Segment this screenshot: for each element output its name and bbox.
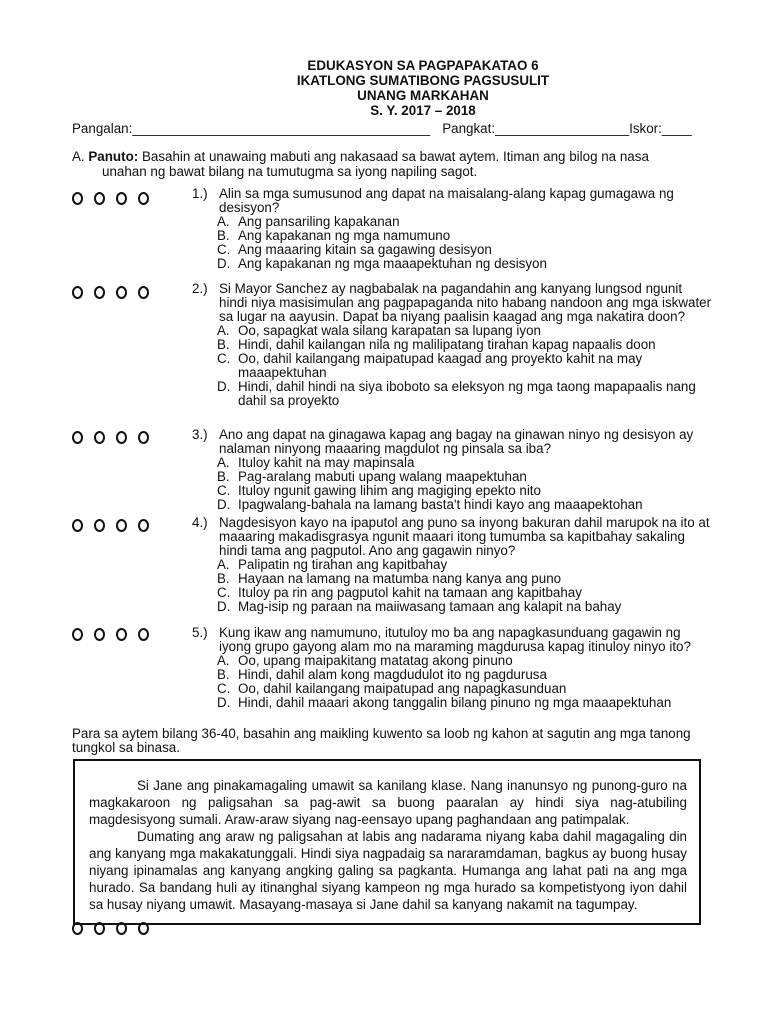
answer-bubble-d[interactable] [138, 192, 149, 205]
option-text: Hindi, dahil maaari akong tanggalin bilang pinuno ng mga maaapektuhan [238, 695, 672, 710]
question-stem: Kung ikaw ang namumuno, itutuloy mo ba ang napagkasunduang gagawin ng iyong grupo gayong alam mo na maraming magdurusa kapag itinuloy ninyo ito? [219, 625, 691, 654]
exam-header [0, 58, 768, 118]
story-box [73, 759, 701, 925]
answer-bubble-a[interactable] [72, 922, 83, 935]
option-text: Oo, dahil kailangang maipatupad ang napagkasunduan [238, 681, 567, 696]
option-letter: D. [217, 599, 231, 614]
option-letter: D. [217, 256, 231, 271]
instructions-text-continued: unahan ng bawat bilang na tumutugma sa iyong napiling sagot. [102, 164, 478, 179]
option-letter: C. [217, 242, 231, 257]
answer-bubble-a[interactable] [72, 192, 83, 205]
answer-bubble-d[interactable] [138, 431, 149, 444]
option-text: Oo, sapagkat wala silang karapatan sa lupang iyon [238, 323, 541, 338]
answer-bubbles-q1 [72, 192, 149, 205]
section-field[interactable]: __________________ [495, 121, 630, 136]
answer-bubbles-q3 [72, 431, 149, 444]
answer-bubble-c[interactable] [116, 628, 127, 641]
answer-bubble-c[interactable] [116, 286, 127, 299]
option-letter: A. [217, 455, 230, 470]
instructions-prefix: A. [72, 149, 89, 164]
question-1 [192, 187, 712, 271]
answer-bubbles-q4 [72, 519, 149, 532]
option-letter: C. [217, 351, 231, 366]
question-number: 3.) [192, 427, 208, 442]
answer-bubble-d[interactable] [138, 519, 149, 532]
question-5 [192, 626, 712, 710]
answer-bubble-b[interactable] [94, 922, 105, 935]
option-text: Ang maaaring kitain sa gagawing desisyon [238, 242, 492, 257]
exam-title: IKATLONG SUMATIBONG PAGSUSULIT [296, 73, 550, 88]
instructions [72, 149, 712, 179]
answer-bubble-b[interactable] [94, 519, 105, 532]
question-number: 2.) [192, 281, 208, 296]
answer-bubble-d[interactable] [138, 922, 149, 935]
answer-bubble-b[interactable] [94, 286, 105, 299]
question-number: 4.) [192, 515, 208, 530]
question-number: 5.) [192, 625, 208, 640]
question-3 [192, 428, 712, 512]
option-letter: B. [217, 337, 230, 352]
option-text: Ang kapakanan ng mga namumuno [238, 228, 451, 243]
option-text: Ang pansariling kapakanan [238, 214, 400, 229]
option-letter: D. [217, 497, 231, 512]
subject-title: EDUKASYON SA PAGPAPAKATAO 6 [307, 58, 539, 73]
option-letter: B. [217, 228, 230, 243]
answer-bubble-d[interactable] [138, 628, 149, 641]
option-text: Palipatin ng tirahan ang kapitbahay [238, 557, 448, 572]
option-letter: A. [217, 557, 230, 572]
answer-bubble-a[interactable] [72, 431, 83, 444]
option-letter: B. [217, 571, 230, 586]
option-text: Ituloy ngunit gawing lihim ang magiging epekto nito [238, 483, 541, 498]
question-stem: Nagdesisyon kayo na ipaputol ang puno sa inyong bakuran dahil marupok na ito at maaaring makadisgrasya ngunit maaari itong tumumba sa kapitbahay sakaling hindi tama ang pagputol. Ano ang gagawin ninyo? [219, 515, 710, 558]
school-year: S. Y. 2017 – 2018 [370, 103, 476, 118]
answer-bubble-b[interactable] [94, 628, 105, 641]
option-text: Ang kapakanan ng mga maaapektuhan ng desisyon [238, 256, 547, 271]
story-paragraph-2: Dumating ang araw ng paligsahan at labis ang nadarama niyang kaba dahil magagaling din ang kanyang mga makakatunggali. Hindi siya nagpadaig sa nararamdaman, bagkus ay buong husay niyang ipinamalas ang kanyang angking galing sa pagkanta. Humanga ang lahat pati na ang mga hurado. Sa bandang huli ay itinanghal siyang kampeon ng mga hurado sa kompetistyong iyon dahil sa husay niyang umawit. Masayang-masaya si Jane dahil sa kanyang nakamit na tagumpay. [89, 829, 687, 912]
option-text: Mag-isip ng paraan na maiiwasang tamaan ang kalapit na bahay [238, 599, 622, 614]
score-label: Iskor: [629, 121, 662, 136]
instructions-label: Panuto: [88, 149, 139, 164]
answer-bubble-c[interactable] [116, 922, 127, 935]
answer-bubble-b[interactable] [94, 431, 105, 444]
option-letter: A. [217, 323, 230, 338]
name-field[interactable]: ________________________________________ [132, 121, 431, 136]
option-text: Hayaan na lamang na matumba nang kanya ang puno [238, 571, 562, 586]
option-letter: C. [217, 483, 231, 498]
option-text: Hindi, dahil hindi na siya iboboto sa eleksyon ng mga taong mapapaalis nang dahil sa proyekto [238, 379, 696, 408]
option-letter: D. [217, 379, 231, 394]
quarter-title: UNANG MARKAHAN [357, 88, 489, 103]
answer-bubbles-q2 [72, 286, 149, 299]
answer-bubble-c[interactable] [116, 431, 127, 444]
name-label: Pangalan: [72, 121, 133, 136]
story-paragraph-1: Si Jane ang pinakamagaling umawit sa kanilang klase. Nang inanunsyo ng punong-guro na magkakaroon ng paligsahan sa pag-awit sa buong paaralan ay hindi siya nag-atubiling magdesisyong sumali. Araw-araw siyang nag-eensayo upang paghandaan ang patimpalak. [89, 778, 687, 827]
answer-bubble-a[interactable] [72, 519, 83, 532]
option-letter: C. [217, 681, 231, 696]
answer-bubble-a[interactable] [72, 286, 83, 299]
option-text: Ituloy kahit na may mapinsala [238, 455, 415, 470]
option-text: Hindi, dahil alam kong magdudulot ito ng pagdurusa [238, 667, 547, 682]
option-text: Ipagwalang-bahala na lamang basta't hindi kayo ang maaapektohan [238, 497, 643, 512]
student-info-row [72, 121, 692, 136]
answer-bubbles-q36 [72, 922, 149, 935]
option-letter: A. [217, 214, 230, 229]
question-number: 1.) [192, 186, 208, 201]
option-letter: C. [217, 585, 231, 600]
answer-bubble-d[interactable] [138, 286, 149, 299]
reading-instructions: Para sa aytem bilang 36-40, basahin ang maikling kuwento sa loob ng kahon at sagutin ang mga tanong tungkol sa binasa. [72, 726, 691, 755]
option-text: Hindi, dahil kailangan nila ng malilipatang tirahan kapag napaalis doon [238, 337, 656, 352]
option-letter: B. [217, 667, 230, 682]
score-field[interactable]: ____ [661, 121, 692, 136]
option-letter: D. [217, 695, 231, 710]
answer-bubble-c[interactable] [116, 519, 127, 532]
answer-bubble-c[interactable] [116, 192, 127, 205]
answer-bubbles-q5 [72, 628, 149, 641]
answer-bubble-a[interactable] [72, 628, 83, 641]
question-stem: Si Mayor Sanchez ay nagbabalak na pagandahin ang kanyang lungsod ngunit hindi niya masisimulan ang pagpapaganda nito habang nandoon ang mga iskwater sa lugar na aayusin. Dapat ba niyang paalisin kaagad ang mga nakatira doon? [219, 281, 712, 324]
section-label: Pangkat: [442, 121, 496, 136]
question-2 [192, 282, 712, 408]
option-letter: A. [217, 653, 230, 668]
option-letter: B. [217, 469, 230, 484]
instructions-text: Basahin at unawaing mabuti ang nakasaad sa bawat aytem. Itiman ang bilog na nasa [138, 149, 649, 164]
answer-bubble-b[interactable] [94, 192, 105, 205]
option-text: Pag-aralang mabuti upang walang maapektuhan [238, 469, 527, 484]
option-text: Oo, dahil kailangang maipatupad kaagad ang proyekto kahit na may maaapektuhan [238, 351, 643, 380]
question-stem: Ano ang dapat na ginagawa kapag ang bagay na ginawan ninyo ng desisyon ay nalaman ninyong maaaring magdulot ng pinsala sa iba? [219, 427, 694, 456]
option-text: Oo, upang maipakitang matatag akong pinuno [238, 653, 513, 668]
question-4 [192, 516, 712, 614]
question-stem: Alin sa mga sumusunod ang dapat na maisalang-alang kapag gumagawa ng desisyon? [219, 186, 674, 215]
option-text: Ituloy pa rin ang pagputol kahit na tamaan ang kapitbahay [238, 585, 582, 600]
